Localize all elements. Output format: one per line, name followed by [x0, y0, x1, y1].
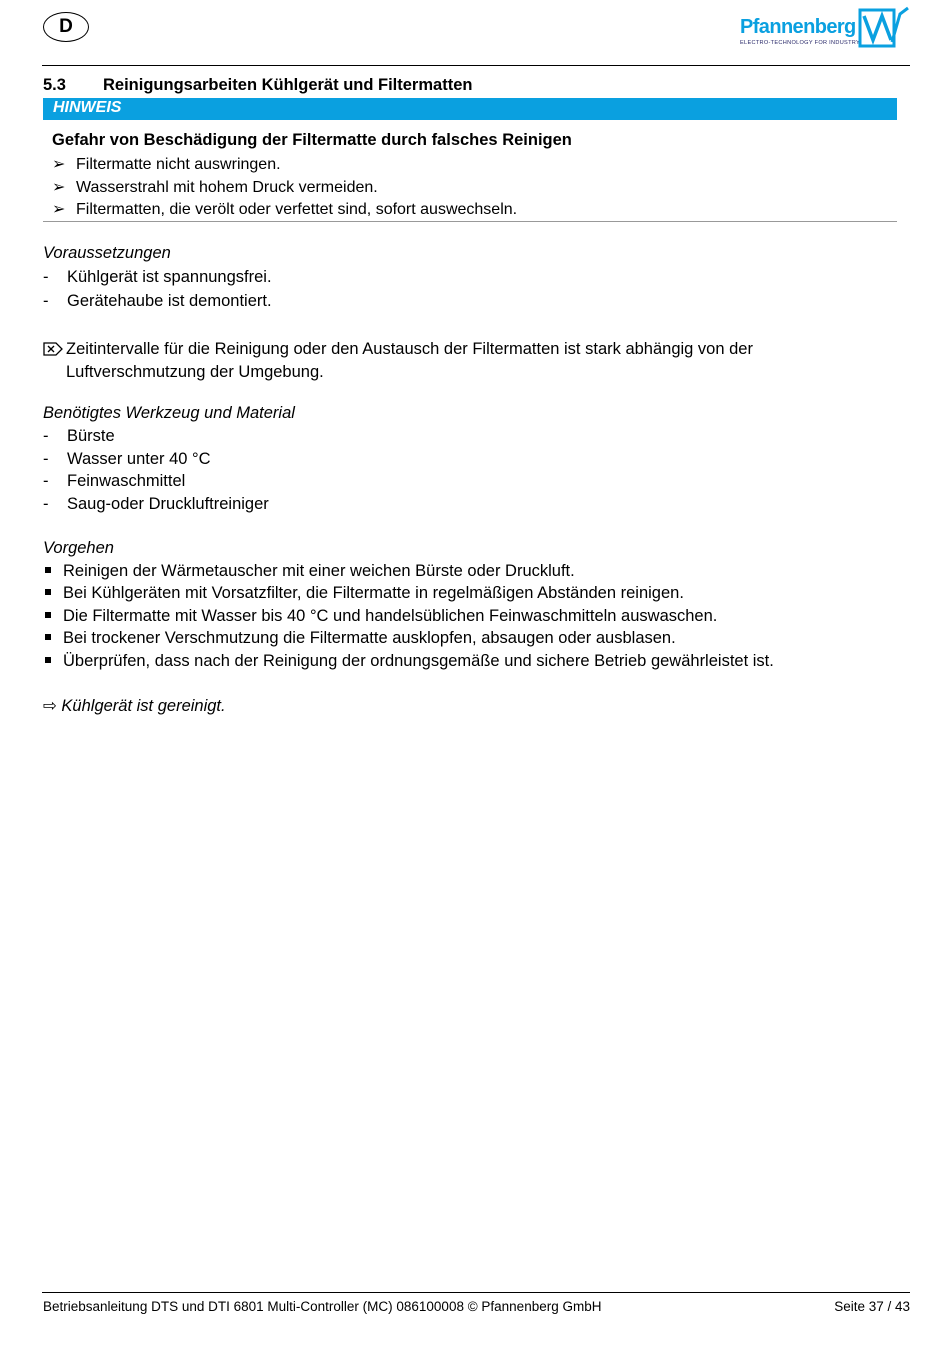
language-badge: D	[43, 12, 89, 42]
tools-heading: Benötigtes Werkzeug und Material	[43, 404, 295, 422]
list-item: - Gerätehaube ist demontiert.	[43, 292, 272, 310]
info-note	[43, 338, 863, 383]
arrow-bullet-icon: ➢	[52, 201, 66, 218]
list-item: - Wasser unter 40 °C	[43, 450, 211, 468]
header-rule	[42, 65, 910, 66]
procedure-step: Bei Kühlgeräten mit Vorsatzfilter, die Filtermatte in regelmäßigen Abständen reinigen.	[43, 584, 684, 603]
info-note-text: Zeitintervalle für die Reinigung oder den Austausch der Filtermatten ist stark abhängig von der Luftverschmutzung der Umgebung.	[66, 340, 753, 381]
notice-item: ➢ Filtermatten, die verölt oder verfettet sind, sofort auswechseln.	[52, 201, 518, 218]
procedure-heading: Vorgehen	[43, 539, 114, 557]
logo-mark-icon	[856, 6, 910, 48]
procedure-step: Bei trockener Verschmutzung die Filtermatte ausklopfen, absaugen oder ausblasen.	[43, 629, 676, 648]
notice-label: HINWEIS	[53, 99, 122, 116]
square-bullet-icon	[45, 657, 51, 663]
section-title	[43, 76, 472, 95]
procedure-step: Die Filtermatte mit Wasser bis 40 °C und handelsüblichen Feinwaschmitteln auswaschen.	[43, 607, 717, 626]
footer-document-info: Betriebsanleitung DTS und DTI 6801 Multi-Controller (MC) 086100008 © Pfannenberg GmbH	[43, 1299, 602, 1314]
result-line	[43, 696, 226, 716]
square-bullet-icon	[45, 589, 51, 595]
section-title-text: Reinigungsarbeiten Kühlgerät und Filtermatten	[103, 76, 473, 94]
list-item: - Bürste	[43, 427, 115, 445]
square-bullet-icon	[45, 567, 51, 573]
note-pointer-icon	[43, 342, 63, 356]
arrow-bullet-icon: ➢	[52, 179, 66, 196]
square-bullet-icon	[45, 634, 51, 640]
notice-item: ➢ Wasserstrahl mit hohem Druck vermeiden.	[52, 179, 378, 196]
section-number: 5.3	[43, 76, 66, 94]
footer-page-number: Seite 37 / 43	[834, 1299, 910, 1314]
logo-tagline: ELECTRO-TECHNOLOGY FOR INDUSTRY	[740, 40, 861, 46]
pfannenberg-logo	[738, 4, 910, 50]
notice-item: ➢ Filtermatte nicht auswringen.	[52, 156, 281, 173]
notice-divider	[43, 221, 897, 222]
procedure-step: Überprüfen, dass nach der Reinigung der ordnungsgemäße und sichere Betrieb gewährleistet ist.	[43, 652, 774, 671]
procedure-step: Reinigen der Wärmetauscher mit einer weichen Bürste oder Druckluft.	[43, 562, 575, 581]
list-item: - Feinwaschmittel	[43, 472, 186, 490]
square-bullet-icon	[45, 612, 51, 618]
notice-bar	[43, 98, 897, 120]
list-item: - Kühlgerät ist spannungsfrei.	[43, 268, 272, 286]
result-arrow-icon: ⇨	[43, 697, 57, 715]
prerequisites-heading: Voraussetzungen	[43, 244, 171, 262]
result-text: Kühlgerät ist gereinigt.	[61, 697, 226, 715]
list-item: - Saug-oder Druckluftreiniger	[43, 495, 269, 513]
footer-rule	[42, 1292, 910, 1293]
notice-title: Gefahr von Beschädigung der Filtermatte durch falsches Reinigen	[52, 131, 572, 149]
arrow-bullet-icon: ➢	[52, 156, 66, 173]
logo-name: Pfannenberg	[740, 16, 856, 38]
